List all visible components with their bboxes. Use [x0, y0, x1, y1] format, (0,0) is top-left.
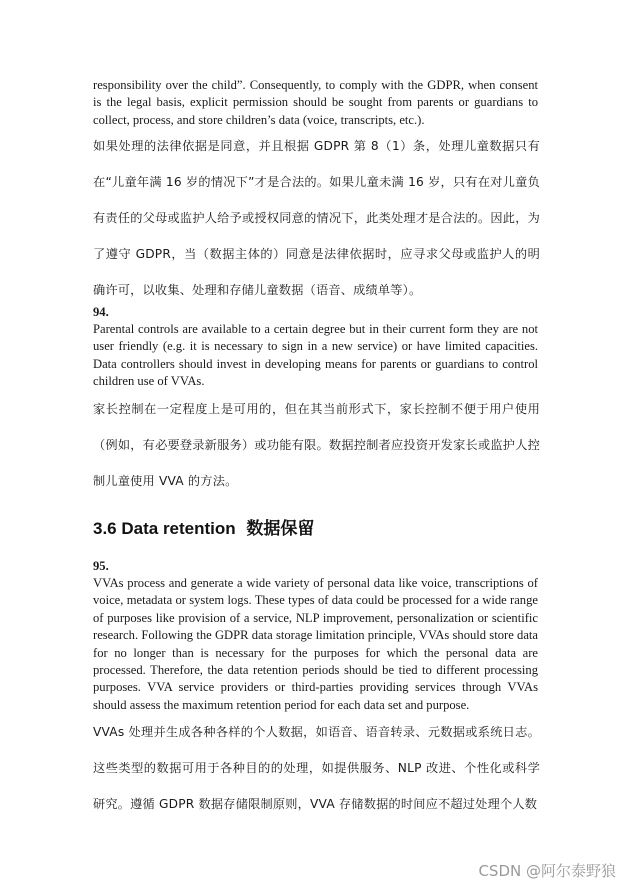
paragraph-94-chinese: 家长控制在一定程度上是可用的，但在其当前形式下，家长控制不便于用户使用（例如，有必要登录新服务）或功能有限。数据控制者应投资开发家长或监护人控制儿童使用 VVA 的方法。 — [93, 402, 540, 488]
paragraph-number-95: 95. — [93, 559, 109, 573]
paragraph-93-chinese: 如果处理的法律依据是同意，并且根据 GDPR 第 8（1）条，处理儿童数据只有在“儿童年满 16 岁的情况下”才是合法的。如果儿童未满 16 岁，只有在对儿童负有责任的父母或监护人给予或授权同意的情况下，此类处理才是合法的。因此，为了遵守 GDPR，当（数据主体的）同意是法律依据时，应寻求父母或监护人的明确许可，以收集、处理和存储儿童数据（语音、成绩单等）。 — [93, 139, 540, 297]
csdn-watermark: CSDN @阿尔泰野狼 — [478, 862, 616, 880]
paragraph-95-english: VVAs process and generate a wide variety of personal data like voice, transcriptions of voice, metadata or system logs. These types of data could be processed for a wide range of purposes like provision of a service, NLP improvement, personalization or scientific research. Following the GDPR data storage limitation principle, VVAs should store data for no longer than is necessary for the purposes for which the personal data are processed. Therefore, the data retention periods should be tied to different processing purposes. VVA service providers or third-parties providing services through VVAs should assess the maximum retention period for each data set and purpose. — [93, 576, 538, 712]
section-heading — [93, 514, 314, 539]
paragraph-95-chinese: VVAs 处理并生成各种各样的个人数据，如语音、语音转录、元数据或系统日志。这些类型的数据可用于各种目的的处理，如提供服务、NLP 改进、个性化或科学研究。遵循 GDPR 数据存储限制原则，VVA 存储数据的时间应不超过处理个人数 — [93, 725, 540, 811]
paragraph-93-english: responsibility over the child”. Consequently, to comply with the GDPR, when consent is the legal basis, explicit permission should be sought from parents or guardians to collect, process, and store children’s data (voice, transcripts, etc.). — [93, 78, 538, 127]
paragraph-number-94: 94. — [93, 305, 109, 319]
section-number: 3.6 — [93, 519, 117, 538]
paragraph-94-english: Parental controls are available to a certain degree but in their current form they are not user friendly (e.g. it is necessary to sign in a new service) or have limited capacities. Data controllers should invest in developing means for parents or guardians to control children use of VVAs. — [93, 322, 538, 389]
section-title-english: Data retention — [121, 519, 236, 538]
section-title-chinese: 数据保留 — [246, 519, 315, 539]
